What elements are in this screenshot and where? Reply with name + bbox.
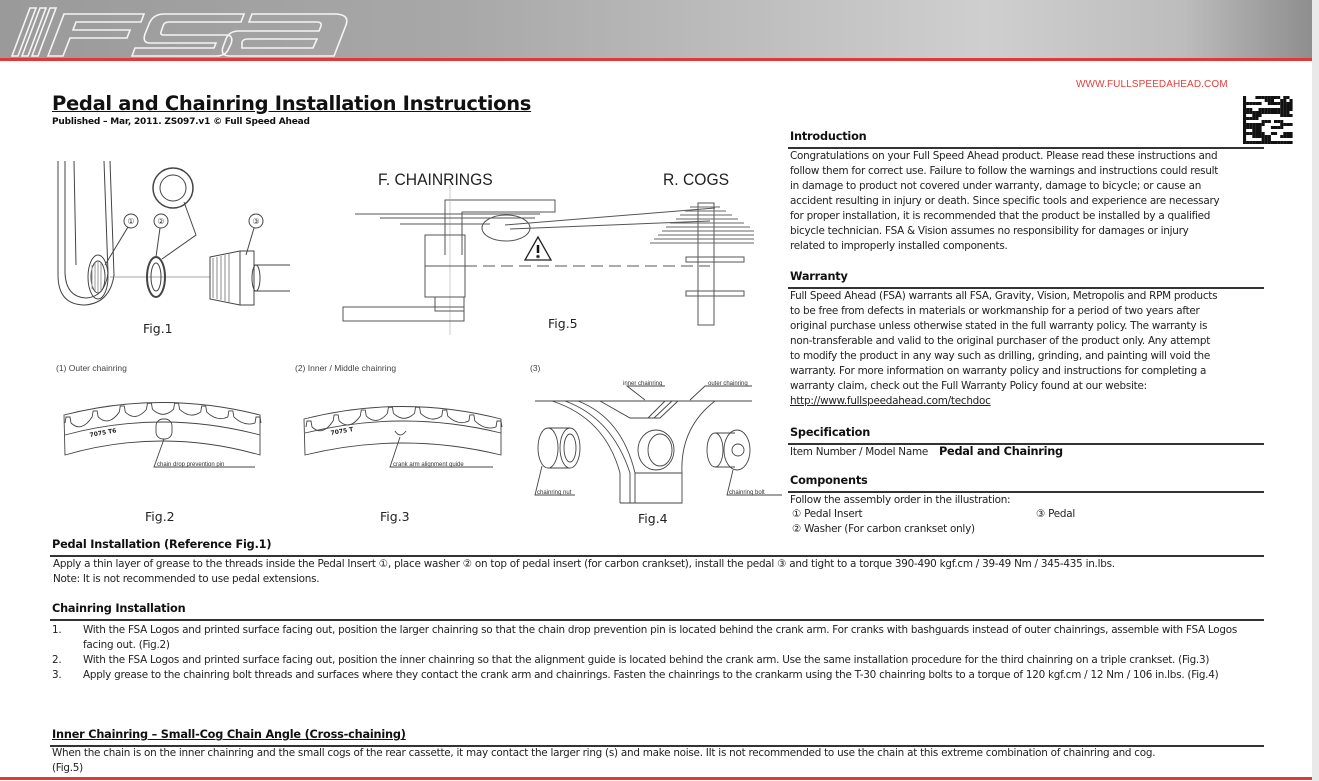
callout-1: ① [127,217,135,226]
qr-module [1262,108,1265,111]
qr-module [1268,111,1271,114]
outer-callout: outer chainring [708,381,748,387]
qr-module [1280,123,1283,126]
warranty-heading: Warranty [790,270,848,283]
qr-module [1246,126,1249,129]
qr-module [1290,108,1293,111]
qr-module [1265,135,1268,138]
specification-value: Pedal and Chainring [939,445,1063,458]
qr-module [1277,96,1280,99]
qr-module [1271,126,1274,129]
qr-module [1252,114,1255,117]
component-item-3: ③ Pedal [1036,508,1076,520]
qr-module [1255,123,1258,126]
introduction-body: Congratulations on your Full Speed Ahead product. Please read these instructions and follow them for correct use. Failure to follow the warnings and instructions could result in damage to product not covered under warranty, damage to bicycle; or cause an accident resulting in injury or death. Since specific tools and experience are necessary for proper installation, it is recommended that the product be installed by a qualified bicycle technician. FSA & Vision assumes no responsibility for damages or injury related to improperly installed components. [790,150,1220,252]
qr-module [1249,141,1252,144]
qr-module [1271,99,1274,102]
qr-module [1265,96,1268,99]
qr-module [1274,141,1277,144]
qr-module [1255,129,1258,132]
qr-module [1246,141,1249,144]
qr-module [1280,141,1283,144]
qr-module [1246,132,1249,135]
qr-module [1243,108,1246,111]
introduction-heading: Introduction [790,130,867,143]
qr-module [1286,123,1289,126]
qr-module [1243,102,1246,105]
qr-module [1274,132,1277,135]
qr-module [1268,96,1271,99]
fig2-label: Fig.2 [145,509,175,524]
qr-module [1259,123,1262,126]
qr-module [1249,132,1252,135]
qr-module [1280,126,1283,129]
qr-module [1277,108,1280,111]
qr-module [1268,108,1271,111]
footer-accent-line [0,777,1312,780]
qr-module [1262,138,1265,141]
qr-module [1255,117,1258,120]
techdoc-link[interactable]: http://www.fullspeedahead.com/techdoc [790,395,991,407]
fig2-caption: (1) Outer chainring [56,363,127,373]
qr-module [1255,135,1258,138]
component-item-1: ① Pedal Insert [792,508,863,520]
qr-module [1265,111,1268,114]
qr-module [1255,132,1258,135]
fsa-logo [4,4,364,58]
figure-2-outer-chainring [62,395,262,475]
ring-engraving: 7075 T6 [89,427,117,439]
figure-5-cross-chaining [340,195,755,330]
chainring-installation-heading: Chainring Installation [52,602,186,615]
list-item: 1. With the FSA Logos and printed surface facing out, position the larger chainring so that the chain drop prevention pin is located behind the crank arm. For cranks with bashguards instead of outer chainrings, assemble with FSA Logos facing out. (Fig.2) [52,624,1237,651]
qr-module [1252,123,1255,126]
qr-module [1290,141,1293,144]
fig4-caption: (3) [530,363,541,373]
component-item-2: ② Washer (For carbon crankset only) [792,523,975,535]
qr-module [1274,96,1277,99]
qr-module [1246,102,1249,105]
qr-module [1274,120,1277,123]
figure-1-pedal-assembly [50,155,290,325]
qr-module [1283,99,1286,102]
qr-module [1290,132,1293,135]
qr-module [1277,126,1280,129]
qr-module [1243,111,1246,114]
qr-module [1265,120,1268,123]
qr-module [1265,141,1268,144]
qr-code [1243,96,1293,144]
qr-module [1259,108,1262,111]
qr-module [1246,117,1249,120]
qr-module [1268,141,1271,144]
qr-module [1290,102,1293,105]
qr-module [1286,114,1289,117]
fig5-label: Fig.5 [548,316,578,331]
qr-module [1268,120,1271,123]
qr-module [1290,135,1293,138]
warranty-body: Full Speed Ahead (FSA) warrants all FSA, Gravity, Vision, Metropolis and RPM products to be free from defects in materials or workmanship for a period of two years after original purchase unless otherwise stated in the full warranty policy. The warranty is non-transferable and valid to the original purchaser of the product only. Any attempt to modify the product in any way such as drilling, grinding, and painting will void the warranty. For more information on warranty policy and instructions for completing a warranty claim, check out the Full Warranty Policy found at our website: http://www.fullspeedahead.com/techdoc [790,290,1218,407]
fig4-label: Fig.4 [638,511,668,526]
qr-module [1243,126,1246,129]
qr-module [1283,108,1286,111]
qr-module [1243,138,1246,141]
qr-module [1268,138,1271,141]
qr-module [1286,96,1289,99]
qr-module [1252,135,1255,138]
qr-module [1271,108,1274,111]
rear-cogs-label: R. COGS [663,170,730,189]
qr-module [1243,132,1246,135]
qr-module [1246,111,1249,114]
qr-module [1265,108,1268,111]
qr-module [1280,111,1283,114]
qr-module [1252,102,1255,105]
qr-module [1243,141,1246,144]
qr-module [1277,111,1280,114]
qr-module [1249,111,1252,114]
qr-module [1271,102,1274,105]
qr-module [1280,120,1283,123]
qr-module [1286,132,1289,135]
qr-module [1274,111,1277,114]
qr-module [1243,105,1246,108]
qr-module [1286,102,1289,105]
qr-module [1280,108,1283,111]
list-item: 3. Apply grease to the chainring bolt threads and surfaces where they contact the crank arm and chainrings. Fasten the chainrings to the crankarm using the T-30 chainring bolts to a torque of 120 kgf.cm / 12 Nm / 106 in.lbs. (Fig.4) [52,669,1219,681]
list-item: 2. With the FSA Logos and printed surface facing out, position the inner chainring so that the alignment guide is located behind the crank arm. Use the same installation procedure for the third chainring on a triple crankset. (Fig.3) [52,654,1210,666]
qr-module [1283,111,1286,114]
qr-module [1243,114,1246,117]
qr-module [1265,99,1268,102]
qr-module [1277,120,1280,123]
callout-3: ③ [252,217,260,226]
cross-chaining-heading: Inner Chainring – Small-Cog Chain Angle (Cross-chaining) [52,728,406,741]
qr-module [1262,120,1265,123]
qr-module [1249,117,1252,120]
qr-module [1255,126,1258,129]
cross-chaining-body: When the chain is on the inner chainring and the small cogs of the rear cassette, it may contact the larger ring (s) and make noise. IIt is not recommended to use the chain at this extreme combination of chainring and cog. (Fig.5) [52,747,1156,774]
chainring-installation-rule [50,619,1264,621]
qr-module [1243,123,1246,126]
callout-2: ② [157,217,165,226]
website-url[interactable]: WWW.FULLSPEEDAHEAD.COM [1076,79,1228,90]
figure-4-chainring-bolts [530,378,790,508]
qr-module [1290,99,1293,102]
qr-module [1280,102,1283,105]
specification-label: Item Number / Model Name [790,446,928,458]
qr-module [1268,102,1271,105]
qr-module [1243,129,1246,132]
qr-module [1246,123,1249,126]
published-line: Published – Mar, 2011. ZS097.v1 © Full Speed Ahead [52,117,310,127]
qr-module [1268,135,1271,138]
scrollbar-track[interactable] [1312,0,1319,781]
qr-module [1262,123,1265,126]
qr-module [1255,114,1258,117]
qr-module [1259,135,1262,138]
pedal-installation-heading: Pedal Installation (Reference Fig.1) [52,538,272,551]
qr-module [1271,96,1274,99]
components-heading: Components [790,474,868,487]
qr-module [1271,141,1274,144]
inner-callout: inner chainring [623,381,663,387]
qr-module [1252,129,1255,132]
qr-module [1283,123,1286,126]
qr-module [1259,111,1262,114]
qr-module [1249,108,1252,111]
qr-module [1290,114,1293,117]
qr-module [1277,141,1280,144]
front-chainrings-label: F. CHAINRINGS [378,170,493,189]
qr-module [1249,126,1252,129]
fig3-label: Fig.3 [380,509,410,524]
qr-module [1243,117,1246,120]
specification-row [790,444,1063,460]
qr-module [1290,105,1293,108]
specification-heading: Specification [790,426,871,439]
fig1-label: Fig.1 [143,321,173,336]
qr-module [1262,141,1265,144]
qr-module [1283,105,1286,108]
qr-module [1259,102,1262,105]
qr-module [1286,108,1289,111]
qr-module [1259,114,1262,117]
header-accent-line [0,58,1312,61]
qr-module [1243,96,1246,99]
qr-module [1243,120,1246,123]
page-title: Pedal and Chainring Installation Instructions [52,92,532,115]
qr-module [1274,102,1277,105]
qr-module [1283,132,1286,135]
bolt-callout: chainring bolt [729,490,765,496]
qr-module [1249,123,1252,126]
qr-module [1252,117,1255,120]
qr-module [1265,138,1268,141]
qr-module [1271,132,1274,135]
qr-module [1255,111,1258,114]
qr-module [1243,99,1246,102]
qr-module [1286,141,1289,144]
qr-module [1274,108,1277,111]
qr-module [1280,135,1283,138]
qr-module [1252,132,1255,135]
qr-module [1252,126,1255,129]
qr-module [1268,99,1271,102]
qr-module [1286,105,1289,108]
pin-callout: chain drop prevention pin [157,462,225,468]
qr-module [1290,123,1293,126]
nut-callout: chainring nut [537,490,572,496]
qr-module [1259,132,1262,135]
qr-module [1274,126,1277,129]
qr-module [1271,111,1274,114]
ring-engraving: 7075 T [330,426,354,437]
qr-module [1259,96,1262,99]
qr-module [1283,96,1286,99]
qr-module [1255,102,1258,105]
qr-module [1280,99,1283,102]
qr-module [1259,141,1262,144]
qr-module [1259,126,1262,129]
qr-module [1255,141,1258,144]
figure-3-inner-chainring [303,397,503,477]
qr-module [1262,111,1265,114]
qr-module [1262,135,1265,138]
qr-module [1252,111,1255,114]
qr-module [1283,102,1286,105]
qr-module [1249,102,1252,105]
qr-module [1243,135,1246,138]
pedal-installation-body: Apply a thin layer of grease to the threads inside the Pedal Insert ①, place washer ② on top of pedal insert (for carbon crankset), install the pedal ③ and tight to a torque 390-490 kgf.cm / 39-49 Nm / 345-435 in.lbs. Note: It is not recommended to use pedal extensions. [53,558,1115,585]
qr-module [1262,132,1265,135]
qr-module [1286,135,1289,138]
qr-module [1280,114,1283,117]
components-intro: Follow the assembly order in the illustration: [790,494,1011,506]
qr-module [1286,111,1289,114]
guide-callout: crank arm alignment guide [393,462,464,468]
qr-module [1280,105,1283,108]
qr-module [1262,96,1265,99]
qr-module [1259,129,1262,132]
qr-module [1255,96,1258,99]
qr-module [1246,108,1249,111]
qr-module [1252,141,1255,144]
fig3-caption: (2) Inner / Middle chainring [295,363,397,373]
qr-module [1283,135,1286,138]
qr-module [1283,141,1286,144]
qr-module [1283,114,1286,117]
chainring-steps-list [52,623,1267,683]
qr-module [1277,102,1280,105]
